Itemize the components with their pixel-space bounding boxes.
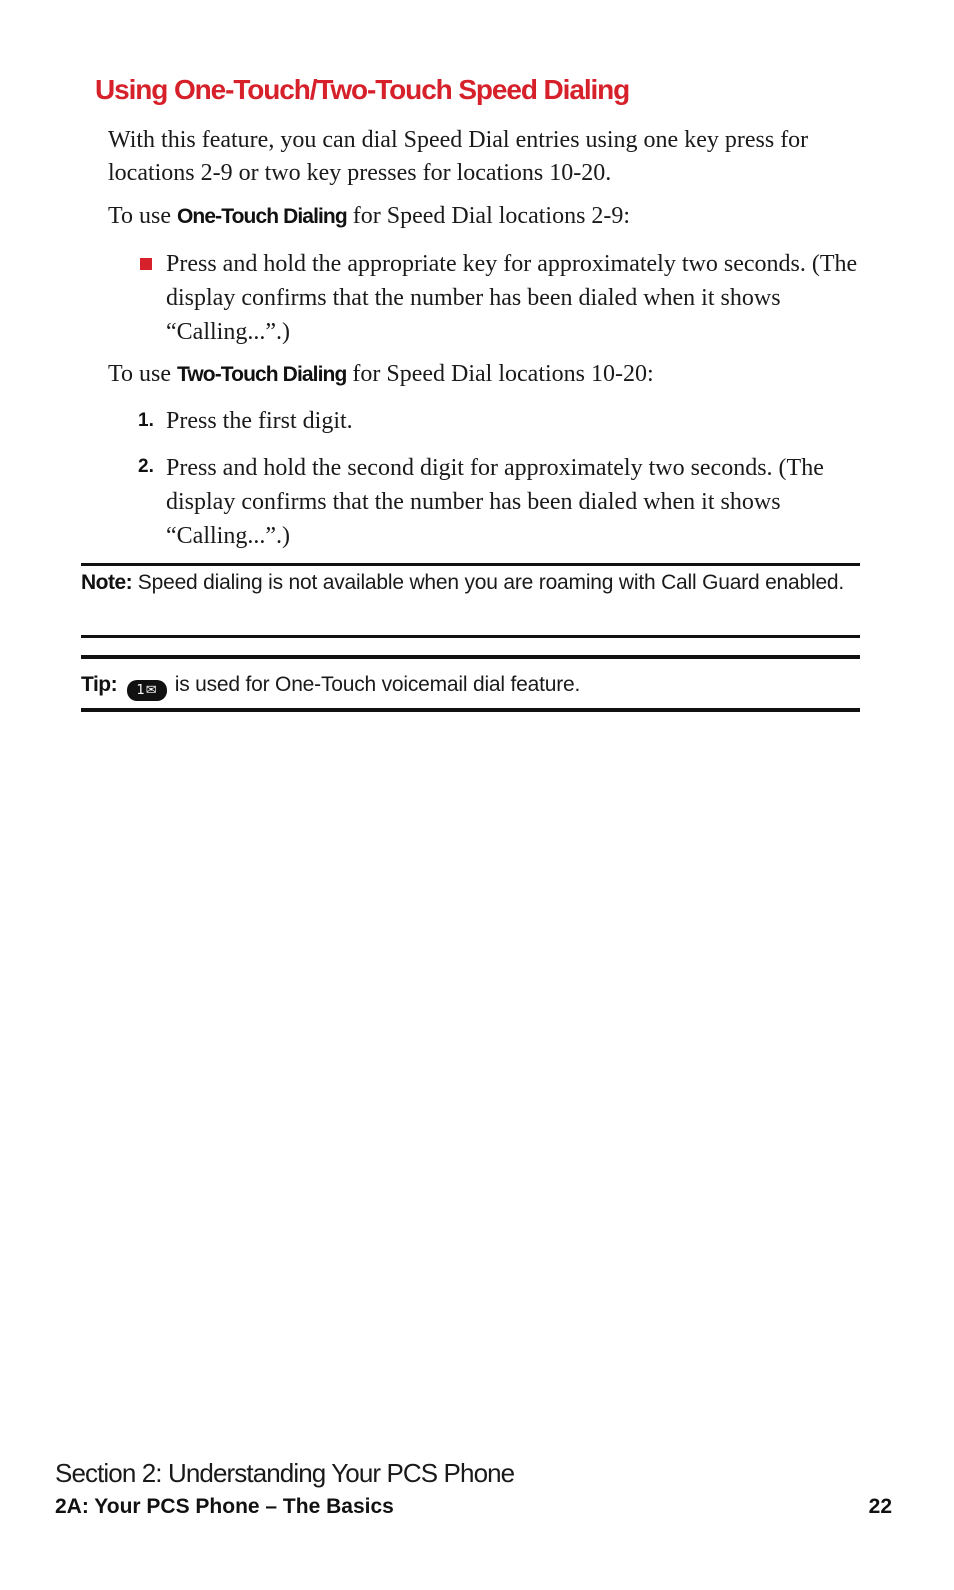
- tip-bottom-rule: [81, 708, 860, 712]
- footer-section-title: Section 2: Understanding Your PCS Phone: [55, 1458, 515, 1488]
- one-touch-term: One-Touch Dialing: [176, 205, 347, 228]
- two-touch-intro: [108, 358, 868, 391]
- footer-chapter-title: 2A: Your PCS Phone – The Basics: [55, 1495, 394, 1518]
- note-label: Note:: [81, 571, 133, 594]
- intro-paragraph: With this feature, you can dial Speed Dial entries using one key press for locations 2-9 or two key presses for locations 10-20.: [108, 127, 809, 186]
- square-bullet-icon: [140, 258, 152, 270]
- step-number: 2.: [138, 456, 154, 477]
- two-touch-suffix: for Speed Dial locations 10-20:: [346, 361, 654, 387]
- tip-box: [81, 670, 860, 701]
- two-touch-prefix: To use: [108, 361, 177, 387]
- note-text: Speed dialing is not available when you are roaming with Call Guard enabled.: [132, 571, 845, 594]
- one-touch-prefix: To use: [108, 203, 177, 229]
- page-number: 22: [868, 1495, 892, 1518]
- two-touch-term: Two-Touch Dialing: [176, 363, 347, 386]
- one-touch-intro: [108, 200, 868, 233]
- voicemail-key-icon: 1✉: [127, 680, 167, 701]
- tip-label: Tip:: [81, 673, 118, 696]
- one-touch-bullet: Press and hold the appropriate key for approximately two seconds. (The display confirms that the number has been dialed when it shows “Calling...”.): [166, 251, 858, 345]
- step-text: Press the first digit.: [166, 408, 353, 434]
- note-top-rule: [81, 563, 860, 566]
- tip-text: is used for One-Touch voicemail dial feature.: [169, 673, 581, 696]
- note-bottom-rule: [81, 635, 860, 638]
- step-text: Press and hold the second digit for approximately two seconds. (The display confirms that the number has been dialed when it shows “Calling...”.): [166, 455, 824, 549]
- tip-top-rule: [81, 655, 860, 659]
- step-number: 1.: [138, 410, 154, 431]
- page-heading: Using One-Touch/Two-Touch Speed Dialing: [95, 74, 630, 105]
- note-box: [81, 568, 860, 598]
- one-touch-suffix: for Speed Dial locations 2-9:: [346, 203, 631, 229]
